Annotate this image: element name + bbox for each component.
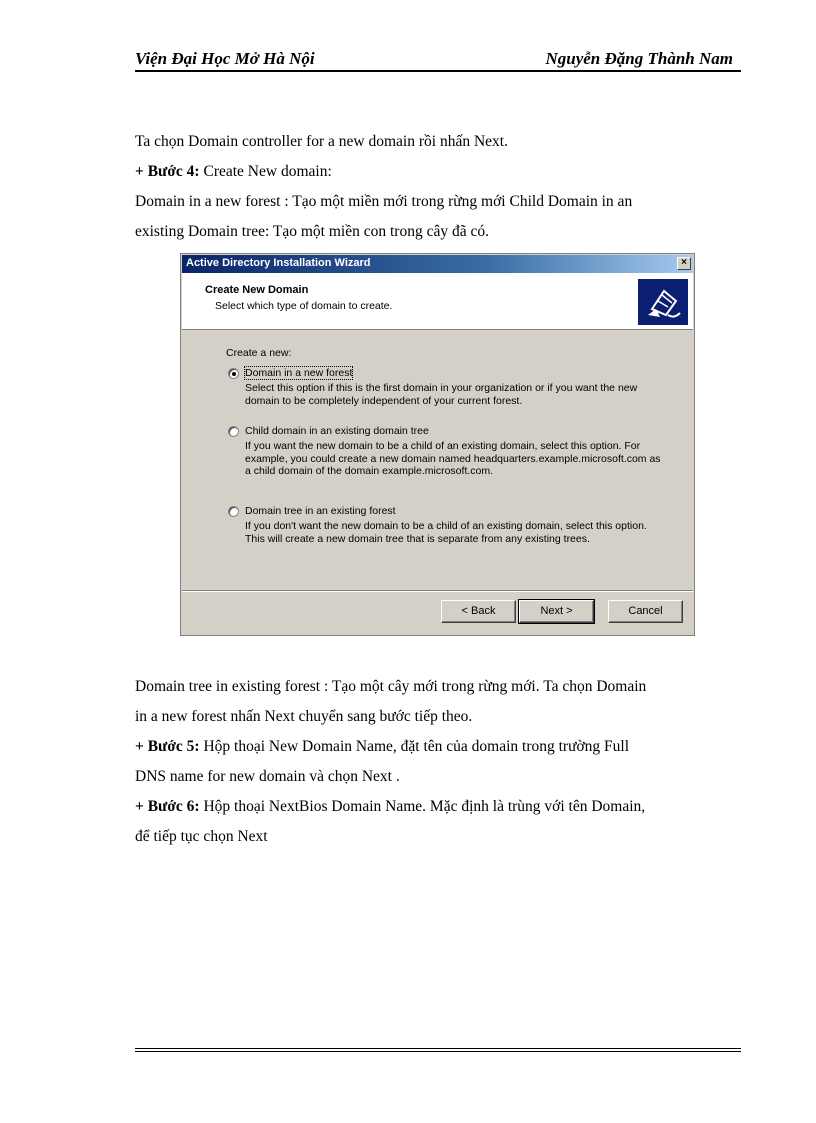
paragraph-4: existing Domain tree: Tạo một miền con trong cây đã có.: [135, 223, 489, 240]
wizard-dialog: [180, 253, 695, 636]
step4-label: + Bước 4:: [135, 163, 200, 180]
step6-text: Hộp thoại NextBios Domain Name. Mặc định là trùng với tên Domain,: [199, 798, 646, 815]
option-new-forest-label[interactable]: Domain in a new forest: [245, 367, 353, 379]
option-new-forest-desc: Select this option if this is the first domain in your organization or if you want the new domain to be completely independent of your current forest.: [245, 382, 638, 407]
header-institution: Viện Đại Học Mở Hà Nội: [135, 49, 315, 68]
option-domain-tree-label[interactable]: Domain tree in an existing forest: [245, 505, 396, 517]
dialog-titlebar: [182, 255, 693, 273]
step5-label: + Bước 5:: [135, 738, 200, 755]
paragraph-6: in a new forest nhấn Next chuyển sang bước tiếp theo.: [135, 708, 473, 725]
option-child-domain-label[interactable]: Child domain in an existing domain tree: [245, 425, 429, 437]
dialog-body: [182, 330, 693, 591]
close-button[interactable]: ×: [677, 257, 691, 270]
paragraph-step5: [135, 732, 741, 762]
wizard-icon: [638, 279, 688, 325]
radio-domain-tree[interactable]: [228, 506, 239, 517]
step6-label: + Bước 6:: [135, 798, 200, 815]
header-rule: [135, 70, 741, 72]
paragraph-10: để tiếp tục chọn Next: [135, 828, 268, 845]
paragraph-3: Domain in a new forest : Tạo một miền mới trong rừng mới Child Domain in an: [135, 193, 633, 210]
option-domain-tree-desc: If you don't want the new domain to be a child of an existing domain, select this option. This will create a new domain tree that is separate from any existing trees.: [245, 520, 647, 545]
dialog-subheading: Select which type of domain to create.: [215, 300, 393, 312]
paragraph-5: Domain tree in existing forest : Tạo một cây mới trong rừng mới. Ta chọn Domain: [135, 678, 647, 695]
cancel-button[interactable]: Cancel: [608, 600, 683, 623]
step5-text: Hộp thoại New Domain Name, đặt tên của domain trong trường Full: [199, 738, 630, 755]
option-child-domain-desc: If you want the new domain to be a child of an existing domain, select this option. For example, you could create a new domain named headquarters.example.microsoft.com as a child domain of the domain example.microsoft.com.: [245, 440, 661, 477]
paragraph-1: Ta chọn Domain controller for a new domain rồi nhấn Next.: [135, 133, 508, 150]
back-button[interactable]: < Back: [441, 600, 516, 623]
header-author: Nguyễn Đặng Thành Nam: [545, 49, 733, 68]
paragraph-step4: [135, 157, 741, 187]
radio-child-domain[interactable]: [228, 426, 239, 437]
paragraph-8: DNS name for new domain và chọn Next .: [135, 768, 400, 785]
page-header: [135, 48, 741, 72]
footer-rule-bottom: [135, 1051, 741, 1052]
footer-rule-top: [135, 1048, 741, 1049]
step4-text: Create New domain:: [199, 163, 332, 180]
dialog-banner: [182, 273, 693, 330]
next-button[interactable]: Next >: [519, 600, 594, 623]
dialog-heading: Create New Domain: [205, 284, 309, 296]
dialog-title: Active Directory Installation Wizard: [186, 257, 371, 269]
radio-new-forest[interactable]: [228, 368, 239, 379]
create-label: Create a new:: [226, 347, 292, 359]
paragraph-step6: [135, 792, 741, 822]
